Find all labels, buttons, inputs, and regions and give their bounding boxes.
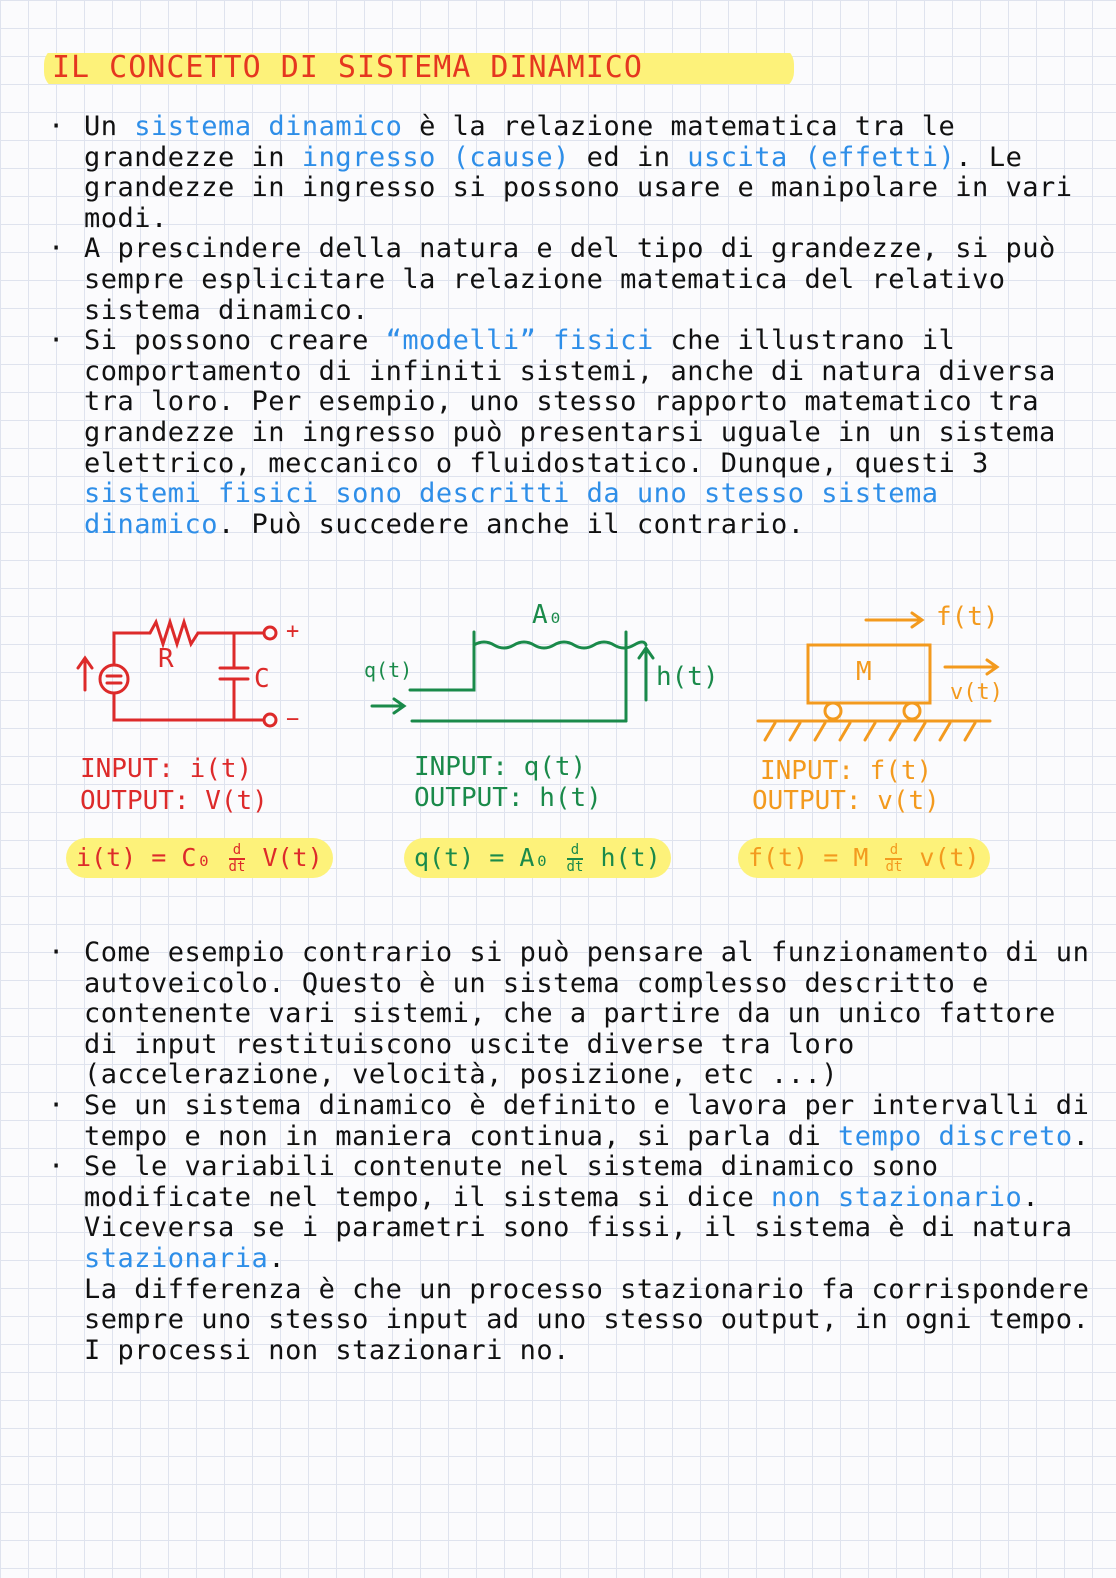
tank-inlet-pipe xyxy=(410,632,474,690)
highlighted-term: ingresso (cause) xyxy=(301,141,570,173)
derivative-fraction: $\frac{d}{dt}$ xyxy=(228,842,246,875)
derivative-fraction: $\frac{d}{dt}$ xyxy=(566,842,584,875)
fluid-formula-right: h(t) xyxy=(600,843,661,872)
text-segment: è la relazione matematica tra le grandezze in xyxy=(84,111,956,173)
highlighted-term: tempo discreto xyxy=(838,1120,1073,1152)
bullet-dot: · xyxy=(48,233,65,265)
text-segment: . xyxy=(268,1242,286,1274)
closing-paragraph: La differenza è che un processo stazionario fa corrispondere sempre uno stesso input ad uno stesso output, in ogni tempo. I processi non stazionari no. xyxy=(84,1273,1090,1366)
bullet-text xyxy=(84,1151,1073,1274)
electric-output: OUTPUT: V(t) xyxy=(80,786,268,816)
text-segment: A prescindere della natura e del tipo di grandezze, si può sempre esplicitare la relazione matematica del relativo sistema dinamico. xyxy=(84,233,1056,326)
force-label: f(t) xyxy=(936,602,999,632)
wheel-left-icon xyxy=(825,703,841,719)
fluid-formula-left: q(t) = A₀ xyxy=(414,843,550,872)
bullet-dot: · xyxy=(48,1089,65,1121)
minus-terminal-label: − xyxy=(286,707,300,732)
bullet-dot: · xyxy=(48,111,65,142)
text-segment: . xyxy=(1072,1120,1090,1152)
circuit-wire-bottom xyxy=(114,693,264,720)
wheel-right-icon xyxy=(904,703,920,719)
velocity-label: v(t) xyxy=(950,680,1003,705)
text-segment: Se le variabili contenute nel sistema dinamico sono modificate nel tempo, il sistema si dice xyxy=(84,1151,939,1213)
plus-terminal-label: + xyxy=(286,619,300,644)
electric-circuit xyxy=(78,622,276,726)
capacitor-label: C xyxy=(254,664,270,694)
text-segment: Se un sistema dinamico è definito e lavora per intervalli di tempo e non in maniera continua, si parla di xyxy=(84,1089,1090,1152)
text-segment: . Viceversa se i parametri sono fissi, il sistema è di natura xyxy=(84,1181,1073,1244)
water-surface xyxy=(474,642,646,648)
electric-formula xyxy=(66,838,333,878)
mechanical-formula-right: v(t) xyxy=(919,843,980,872)
bullet-item xyxy=(40,1091,1090,1152)
highlighted-term: uscita (effetti) xyxy=(687,141,956,173)
highlighted-term: sistemi fisici sono descritti da uno stesso sistema dinamico xyxy=(84,478,939,540)
text-segment: ed in xyxy=(569,141,688,173)
mass-label: M xyxy=(856,657,872,687)
bullet-text xyxy=(84,937,1089,1090)
derivative-fraction: $\frac{d}{dt}$ xyxy=(885,842,903,875)
tank-area-label: A₀ xyxy=(532,600,564,630)
bullet-item xyxy=(40,1152,1090,1274)
mechanical-formula-left: f(t) = M xyxy=(748,843,869,872)
fluid-tank xyxy=(372,632,653,721)
text-segment: . Può succedere anche il contrario. xyxy=(218,508,805,540)
height-label: h(t) xyxy=(656,662,719,692)
mechanical-input: INPUT: f(t) xyxy=(760,756,933,786)
terminal-minus xyxy=(264,714,276,726)
text-segment: . Le grandezze in ingresso si possono usare e manipolare in vari modi. xyxy=(84,141,1073,234)
highlighted-term: “modelli” fisici xyxy=(385,325,654,357)
electric-input: INPUT: i(t) xyxy=(80,754,253,784)
circuit-wire-top-left xyxy=(114,633,150,665)
fluid-formula xyxy=(404,838,671,878)
ground-hatching xyxy=(765,723,975,740)
highlighted-term: non stazionario xyxy=(770,1181,1023,1213)
fluid-output: OUTPUT: h(t) xyxy=(414,783,602,813)
bullet-dot: · xyxy=(48,1151,65,1183)
electric-formula-left: i(t) = C₀ xyxy=(76,843,212,872)
bullets-bottom xyxy=(40,938,1090,1366)
text-segment: Come esempio contrario si può pensare al funzionamento di un autoveicolo. Questo è un sistema complesso descritto e contenente vari sistemi, che a partire da un unico fattore di input restituiscono uscite diverse tra loro (accelerazione, velocità, posizione, etc ...) xyxy=(84,937,1090,1091)
terminal-plus xyxy=(264,627,276,639)
bullet-item xyxy=(40,938,1090,1091)
bullet-text xyxy=(84,1090,1089,1152)
mechanical-output: OUTPUT: v(t) xyxy=(752,786,940,816)
resistor-label: R xyxy=(158,644,174,674)
bullet-dot: · xyxy=(48,325,65,357)
text-segment: Si possono creare xyxy=(84,325,386,357)
highlighted-term: sistema dinamico xyxy=(134,111,403,142)
electric-formula-right: V(t) xyxy=(262,843,323,872)
mechanical-formula xyxy=(738,838,990,878)
inflow-label: q(t) xyxy=(364,658,413,682)
text-segment: che illustrano il comportamento di infiniti sistemi, anche di natura diversa tra loro. Per esempio, uno stesso rapporto matematico tra grandezze in ingresso può presentarsi uguale in un sistema elettrico, meccanico o fluidostatico. Dunque, questi 3 xyxy=(84,325,1056,479)
highlighted-term: stazionaria xyxy=(84,1242,269,1274)
page-title: IL CONCETTO DI SISTEMA DINAMICO xyxy=(44,46,794,90)
bullet-dot: · xyxy=(48,937,65,968)
text-segment: Un xyxy=(84,111,135,142)
resistor-zigzag xyxy=(150,622,198,644)
fluid-input: INPUT: q(t) xyxy=(414,752,587,782)
current-source-icon xyxy=(100,665,128,693)
